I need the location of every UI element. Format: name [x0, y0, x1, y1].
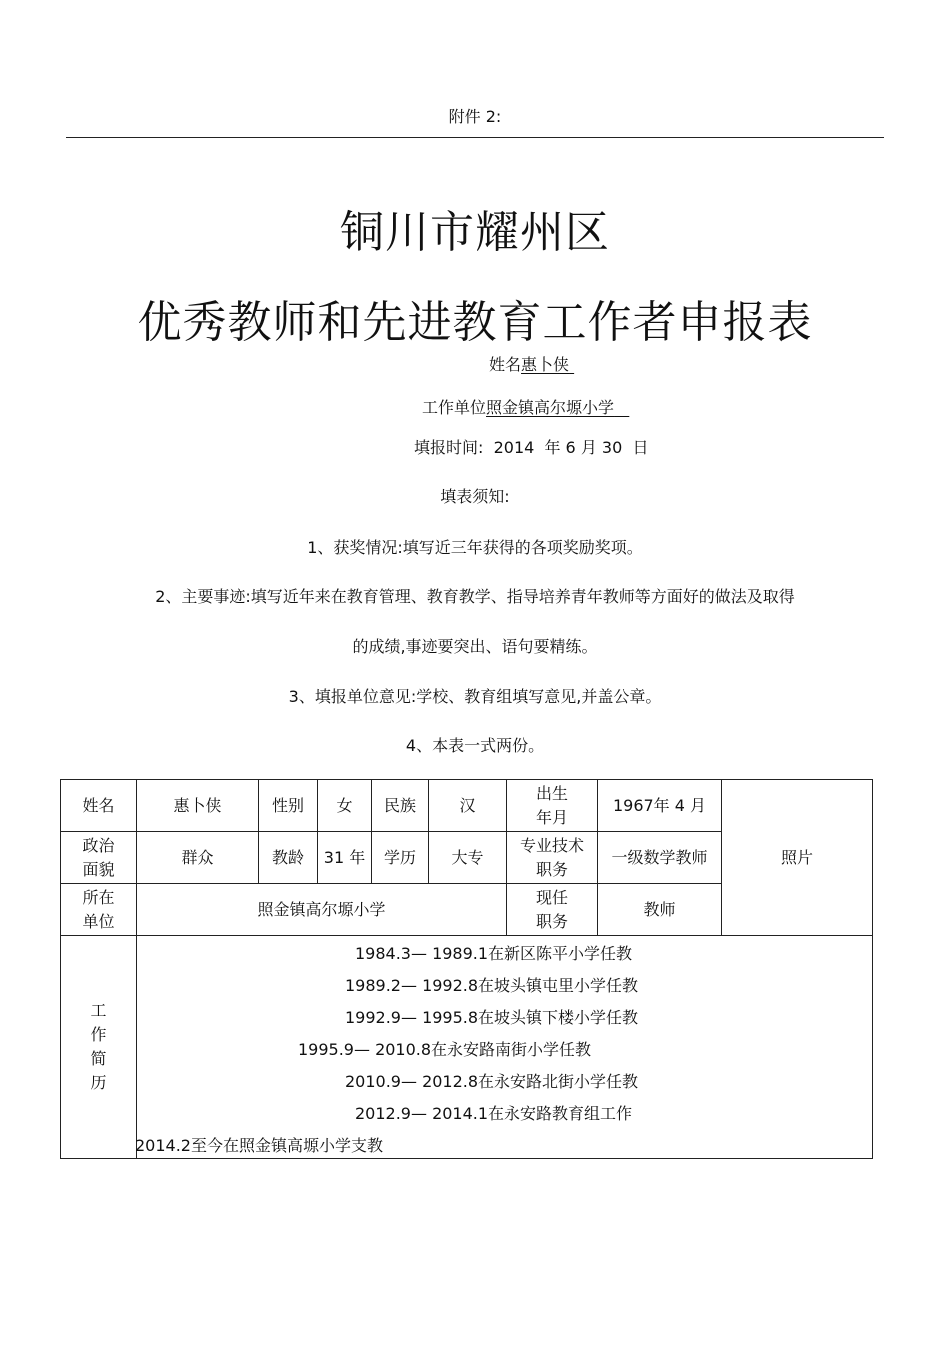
photo-cell	[722, 780, 873, 936]
birth-label-cell	[507, 780, 598, 832]
ethnicity-label-cell: 民族	[372, 780, 429, 832]
applicant-name-row	[489, 352, 574, 375]
instructions-heading: 填表须知:	[440, 487, 510, 506]
instruction-item-2-line1: 2、主要事迹:填写近年来在教育管理、教育教学、指导培养青年教师等方面好的做法及取得	[155, 587, 795, 606]
resume-entry: 2012.9— 2014.1在永安路教育组工作	[355, 1104, 633, 1123]
resume-entry: 2010.9— 2012.8在永安路北街小学任教	[345, 1072, 639, 1091]
resume-label-char: 工	[90, 1001, 107, 1020]
ethnicity-value-cell: 汉	[429, 780, 507, 832]
position-value-cell: 教师	[598, 884, 722, 936]
name-label-cell: 姓名	[61, 780, 137, 832]
unit-label-line2: 单位	[82, 911, 115, 931]
applicant-name-label: 姓名	[489, 355, 522, 374]
teaching-years-value-cell: 31 年	[318, 832, 372, 884]
education-value-cell: 大专	[429, 832, 507, 884]
politics-label-cell	[61, 832, 137, 884]
unit-label-line1: 所在	[82, 887, 115, 907]
applicant-name-value: 惠卜侠	[521, 355, 570, 374]
resume-entry: 1992.9— 1995.8在坡头镇下楼小学任教	[345, 1008, 639, 1027]
attachment-label: 附件 2:	[448, 107, 502, 126]
birth-value-cell: 1967年 4 月	[598, 780, 722, 832]
page-title-line2: 优秀教师和先进教育工作者申报表	[137, 297, 813, 348]
resume-entry: 2014.2至今在照金镇高塬小学支教	[135, 1136, 383, 1155]
instruction-item-2-line2: 的成绩,事迹要突出、语句要精练。	[352, 637, 598, 656]
header-divider	[66, 137, 884, 138]
name-value-cell: 惠卜侠	[137, 780, 259, 832]
professional-title-label-line1: 专业技术	[519, 835, 584, 855]
professional-title-value-cell: 一级数学教师	[598, 832, 722, 884]
professional-title-label-line2: 职务	[535, 859, 568, 879]
position-label-line1: 现任	[535, 887, 568, 907]
fill-date-value: 2014 年 6 月 30 日	[493, 438, 649, 457]
page-title-line1: 铜川市耀州区	[340, 207, 610, 258]
education-label-cell: 学历	[372, 832, 429, 884]
professional-title-label-cell	[507, 832, 598, 884]
resume-entry: 1989.2— 1992.8在坡头镇屯里小学任教	[345, 976, 639, 995]
politics-label-line1: 政治	[82, 835, 115, 855]
photo-label: 照片	[780, 847, 813, 867]
fill-date-row	[414, 435, 648, 458]
resume-cell	[137, 936, 873, 1159]
gender-value-cell: 女	[318, 780, 372, 832]
politics-label-line2: 面貌	[82, 859, 115, 879]
resume-label-char: 作	[90, 1025, 107, 1044]
unit-value-cell: 照金镇高尔塬小学	[137, 884, 507, 936]
instruction-item-4: 4、本表一式两份。	[405, 736, 545, 755]
instruction-item-3: 3、填报单位意见:学校、教育组填写意见,并盖公章。	[288, 687, 662, 706]
work-unit-label: 工作单位	[422, 398, 487, 417]
resume-label-char: 简	[90, 1049, 107, 1068]
politics-value-cell: 群众	[137, 832, 259, 884]
teaching-years-label-cell: 教龄	[259, 832, 318, 884]
birth-label-line1: 出生	[535, 783, 568, 803]
application-form-table	[60, 779, 873, 1159]
position-label-cell	[507, 884, 598, 936]
resume-entry: 1995.9— 2010.8在永安路南街小学任教	[298, 1040, 592, 1059]
instruction-item-1: 1、获奖情况:填写近三年获得的各项奖励奖项。	[307, 538, 643, 557]
work-unit-value: 照金镇高尔塬小学	[486, 398, 615, 417]
resume-entry: 1984.3— 1989.1在新区陈平小学任教	[355, 944, 633, 963]
birth-label-line2: 年月	[535, 807, 568, 827]
resume-label-cell	[61, 936, 137, 1159]
unit-label-cell	[61, 884, 137, 936]
fill-date-label: 填报时间:	[414, 438, 484, 457]
resume-label-char: 历	[90, 1073, 107, 1092]
position-label-line2: 职务	[535, 911, 568, 931]
gender-label-cell: 性别	[259, 780, 318, 832]
work-unit-row	[422, 395, 629, 418]
